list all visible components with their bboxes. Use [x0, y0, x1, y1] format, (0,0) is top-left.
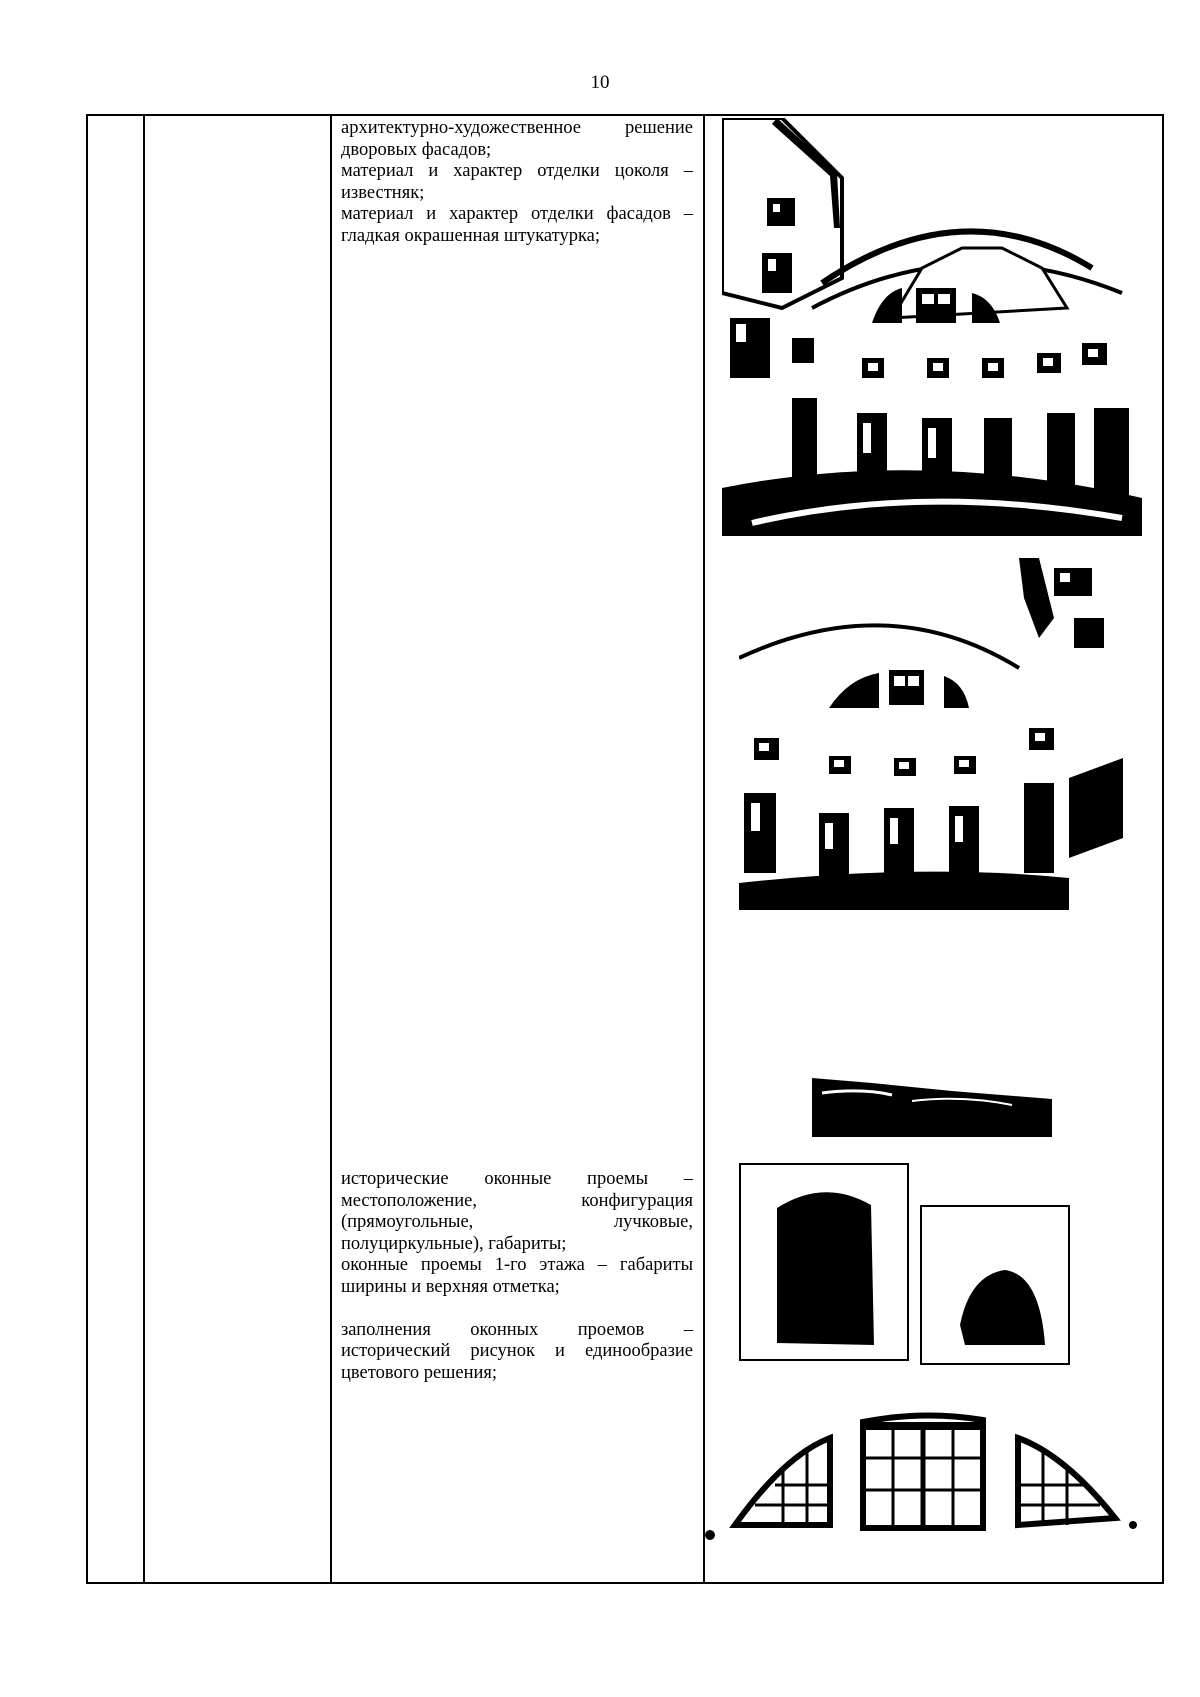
window-opening-photo-1: [739, 1163, 909, 1361]
column-border-4: [703, 114, 705, 1584]
table-top-border: [86, 114, 1164, 116]
window-requirements: [341, 1169, 693, 1384]
column-border-5: [1162, 114, 1164, 1584]
table-bottom-border: [86, 1582, 1164, 1584]
window-opening-photo-2: [920, 1205, 1070, 1365]
window-item-spacer: [341, 1298, 693, 1320]
facade-requirements: [341, 118, 693, 247]
semicircular-window-fill-photo: [705, 1410, 1145, 1540]
column-border-1: [86, 114, 88, 1584]
window-item-1: исторические оконные проемы – местоположение, конфигурация (прямоугольные, лучковые, полуциркульные), габариты;: [341, 1169, 693, 1254]
courtyard-facade-photo-2: [739, 558, 1123, 910]
page-number: 10: [590, 72, 610, 93]
facade-item-3: материал и характер отделки фасадов – гладкая окрашенная штукатурка;: [341, 204, 693, 246]
courtyard-facade-photo-1: [722, 118, 1142, 536]
column-border-3: [330, 114, 332, 1584]
window-item-3: заполнения оконных проемов – исторический рисунок и единообразие цветового решения;: [341, 1319, 693, 1383]
column-border-2: [143, 114, 145, 1584]
plinth-strip-photo: [812, 1073, 1052, 1137]
facade-item-2: материал и характер отделки цоколя – известняк;: [341, 161, 693, 203]
window-item-2: оконные проемы 1-го этажа – габариты ширины и верхняя отметка;: [341, 1255, 693, 1297]
facade-item-1: архитектурно-художественное решение дворовых фасадов;: [341, 118, 693, 160]
